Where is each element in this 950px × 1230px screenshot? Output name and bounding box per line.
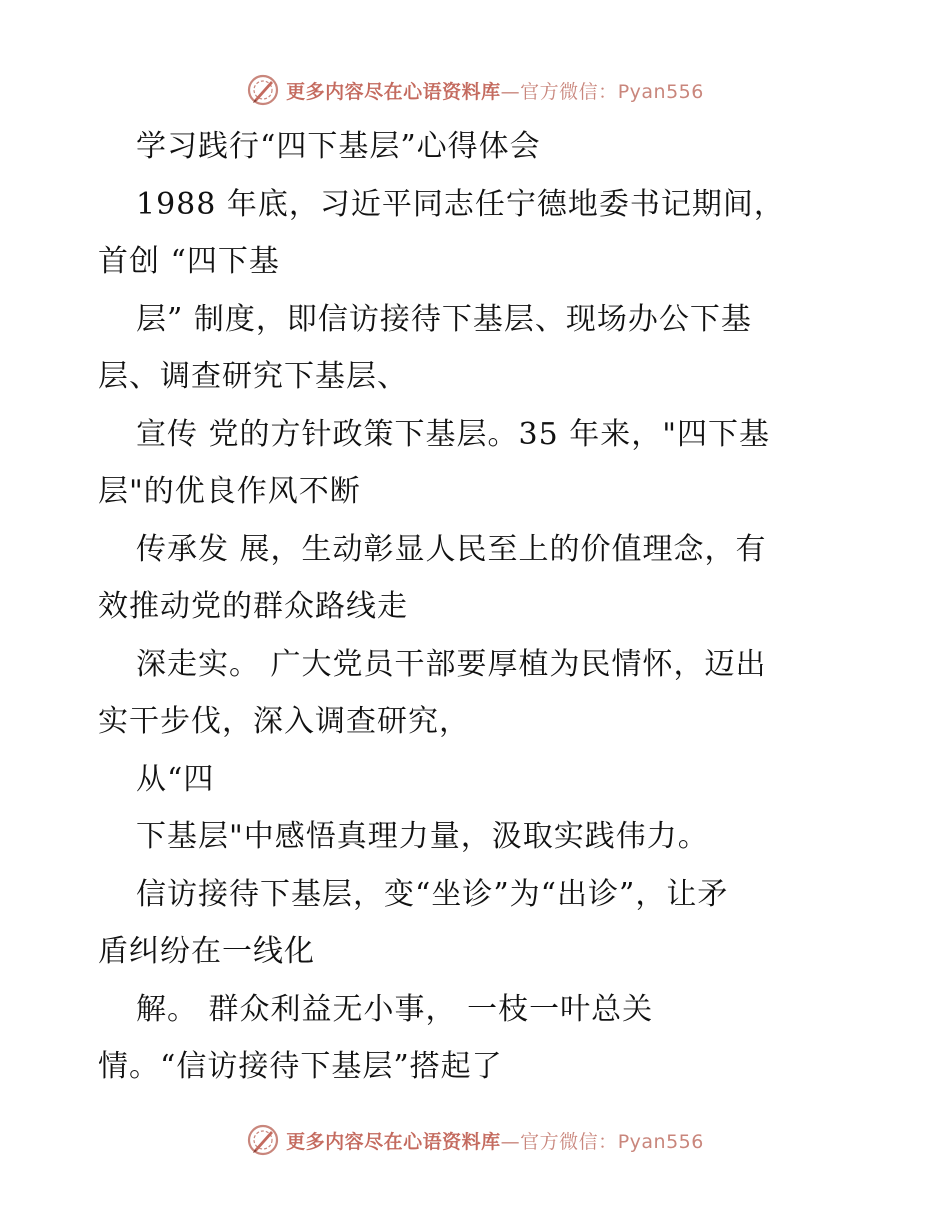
- paragraph-line: 宣传 党的方针政策下基层。35 年来，"四下基: [136, 416, 771, 452]
- document-title: 学习践行“四下基层”心得体会: [136, 129, 541, 164]
- paragraph-line: 首创 “四下基: [98, 244, 280, 279]
- paragraph-line: 深走实。 广大党员干部要厚植为民情怀，迈出: [136, 646, 767, 682]
- paragraph-line: 层” 制度，即信访接待下基层、现场办公下基: [136, 301, 752, 337]
- watermark-text: [286, 1127, 704, 1154]
- watermark-text: [286, 77, 704, 104]
- paragraph-line: 层"的优良作风不断: [98, 474, 361, 509]
- watermark-contact-text: 官方微信：: [520, 80, 618, 103]
- watermark-site-text: 更多内容尽在心语资料库: [286, 80, 501, 103]
- paragraph-line: 层、调查研究下基层、: [98, 359, 408, 394]
- document-body: [98, 118, 838, 1096]
- watermark-site-text: 更多内容尽在心语资料库: [286, 1130, 501, 1153]
- paragraph-line: 传承发 展，生动彰显人民至上的价值理念，有: [136, 531, 767, 567]
- paragraph-line: 信访接待下基层，变“坐诊”为“出诊”，让矛: [136, 876, 729, 912]
- watermark-content: [246, 1123, 704, 1157]
- watermark-separator: —: [500, 80, 521, 103]
- paragraph-line: 解。 群众利益无小事， 一枝一叶总关: [136, 991, 654, 1027]
- paragraph-line: 效推动党的群众路线走: [98, 589, 408, 624]
- watermark-wechat-id: Pyan556: [617, 80, 704, 103]
- quill-pen-logo-icon: [246, 73, 280, 107]
- watermark-banner-bottom: [0, 1120, 950, 1160]
- watermark-content: [246, 73, 704, 107]
- watermark-wechat-id: Pyan556: [617, 1130, 704, 1153]
- watermark-banner-top: [0, 70, 950, 110]
- paragraph-line: 盾纠纷在一线化: [98, 934, 315, 969]
- paragraph-line: 下基层"中感悟真理力量，汲取实践伟力。: [136, 819, 709, 854]
- paragraph-line: 实干步伐，深入调查研究，: [98, 704, 470, 739]
- paragraph-line: 从“四: [136, 761, 215, 797]
- watermark-contact-text: 官方微信：: [520, 1130, 618, 1153]
- paragraph-line: 情。“信访接待下基层”搭起了: [98, 1049, 503, 1084]
- paragraph-line: 1988 年底，习近平同志任宁德地委书记期间，: [136, 186, 785, 222]
- quill-pen-logo-icon: [246, 1123, 280, 1157]
- watermark-separator: —: [500, 1130, 521, 1153]
